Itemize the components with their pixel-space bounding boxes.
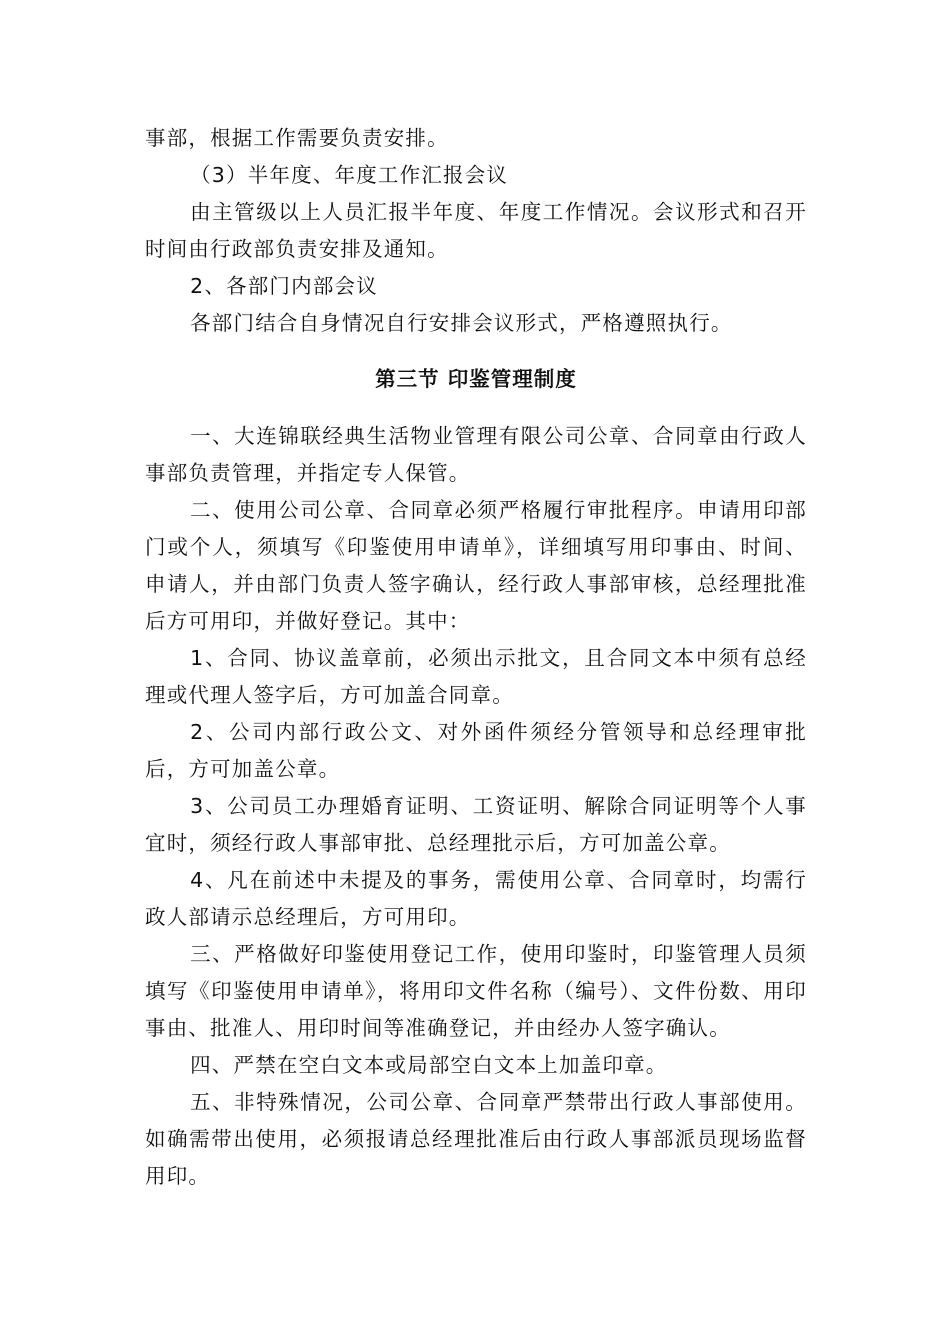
paragraph: 由主管级以上人员汇报半年度、年度工作情况。会议形式和召开时间由行政部负责安排及通知。 [145,200,807,261]
paragraph: 一、大连锦联经典生活物业管理有限公司公章、合同章由行政人事部负责管理，并指定专人保管。 [145,424,807,485]
paragraph: 三、严格做好印鉴使用登记工作，使用印鉴时，印鉴管理人员须填写《印鉴使用申请单》，将用印文件名称（编号）、文件份数、用印事由、批准人、用印时间等准确登记，并由经办人签字确认。 [145,942,807,1040]
paragraph: 3、公司员工办理婚育证明、工资证明、解除合同证明等个人事宜时，须经行政人事部审批、总经理批示后，方可加盖公章。 [145,794,807,855]
paragraph: 事部，根据工作需要负责安排。 [145,126,449,150]
paragraph: 四、严禁在空白文本或局部空白文本上加盖印章。 [190,1053,668,1077]
paragraph: 2、各部门内部会议 [190,274,378,298]
paragraph: 1、合同、协议盖章前，必须出示批文，且合同文本中须有总经理或代理人签字后，方可加盖合同章。 [145,646,807,707]
paragraph: 五、非特殊情况，公司公章、合同章严禁带出行政人事部使用。如确需带出使用，必须报请总经理批准后由行政人事部派员现场监督用印。 [145,1090,807,1188]
paragraph: 各部门结合自身情况自行安排会议形式，严格遵照执行。 [190,311,733,335]
paragraph: （3）半年度、年度工作汇报会议 [190,163,509,187]
paragraph: 二、使用公司公章、合同章必须严格履行审批程序。申请用印部门或个人，须填写《印鉴使用申请单》，详细填写用印事由、时间、申请人，并由部门负责人签字确认，经行政人事部审核，总经理批准后方可用印，并做好登记。其中： [145,498,807,633]
paragraph: 2、公司内部行政公文、对外函件须经分管领导和总经理审批后，方可加盖公章。 [145,720,807,781]
document-body [145,120,807,1195]
paragraph: 4、凡在前述中未提及的事务，需使用公章、合同章时，均需行政人部请示总经理后，方可用印。 [145,868,807,929]
section-title: 第三节 印鉴管理制度 [375,367,577,391]
